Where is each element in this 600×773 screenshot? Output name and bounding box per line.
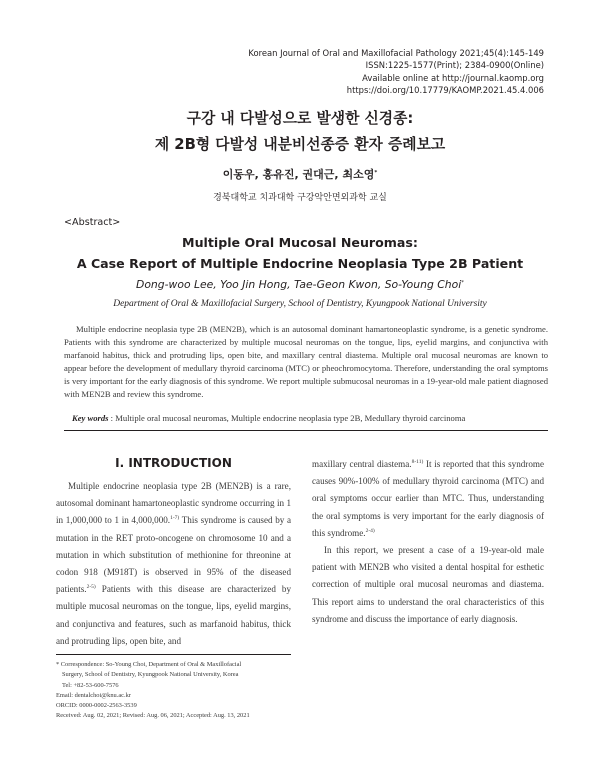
keywords bbox=[72, 413, 552, 423]
footnote-institution: Surgery, School of Dentistry, Kyungpook National University, Korea bbox=[62, 671, 239, 679]
korean-title bbox=[0, 106, 600, 158]
keywords-label: Key words bbox=[72, 413, 109, 423]
abstract-text: Multiple endocrine neoplasia type 2B (MEN2B), which is an autosomal dominant hamartoneoplastic syndrome, is a genetic syndrome. Patients with this syndrome are characterized by multiple mucosal neuromas on the tongue, lips, eyelid margins, and conjunctiva with marfanoid habitus, thick and protruding lips, open bite, and maxillary central diastema. Multiple oral mucosal neuromas are known to appear before the development of medullary thyroid carcinoma (MTC) or pheochromocytoma. Therefore, understanding the oral symptoms is very important for the early diagnosis of this syndrome. We report multiple submucosal neuromas in a 19-year-old male patient diagnosed with MEN2B and review this syndrome. bbox=[64, 324, 548, 400]
footnote-email: Email: dentalchoi@knu.ac.kr bbox=[56, 691, 131, 699]
korean-authors bbox=[0, 166, 600, 182]
right-column bbox=[312, 456, 544, 628]
keywords-text: Multiple oral mucosal neuromas, Multiple endocrine neoplasia type 2B, Medullary thyroid carcinoma bbox=[115, 413, 466, 423]
abstract-divider bbox=[64, 430, 548, 431]
citation: 2-4) bbox=[365, 527, 375, 534]
citation: 2-5) bbox=[86, 584, 96, 591]
korean-title-line2: 제 2B형 다발성 내분비선종증 환자 증례보고 bbox=[154, 136, 446, 153]
english-title bbox=[0, 232, 600, 274]
journal-doi: https://doi.org/10.17779/KAOMP.2021.45.4.006 bbox=[346, 84, 544, 95]
footnote-orcid: ORCID: 0000-0002-2563-3539 bbox=[56, 702, 137, 710]
intro-text: Patients with this disease are characterized by multiple mucosal neuromas on the tongue, lips, eyelid margins, and conjunctiva and features, such as marfanoid habitus, thick and protruding lips, open bite, and bbox=[56, 584, 291, 646]
journal-citation: Korean Journal of Oral and Maxillofacial Pathology 2021;45(4):145-149 bbox=[248, 48, 544, 58]
footnote-dates: Received: Aug. 02, 2021; Revised: Aug. 06, 2021; Accepted: Aug. 13, 2021 bbox=[56, 712, 250, 720]
intro-paragraph-2: In this report, we present a case of a 19-year-old male patient with MEN2B who visited a dental hospital for esthetic correction of multiple oral mucosal neuromas and diastema. This report aims to understand the oral characteristics of this syndrome and discuss the importance of early diagnosis. bbox=[312, 545, 544, 624]
journal-issn: ISSN:1225-1577(Print); 2384-0900(Online) bbox=[365, 60, 544, 71]
citation: 1-7) bbox=[170, 515, 180, 522]
footnote-divider bbox=[56, 654, 291, 655]
section-title: Ⅰ. INTRODUCTION bbox=[115, 456, 232, 470]
english-title-line1: Multiple Oral Mucosal Neuromas: bbox=[182, 235, 418, 250]
intro-paragraph-1-continued bbox=[312, 456, 544, 542]
korean-title-line1: 구강 내 다발성으로 발생한 신경종: bbox=[186, 110, 414, 127]
korean-corresponding-mark: * bbox=[374, 170, 378, 176]
english-title-line2: A Case Report of Multiple Endocrine Neoplasia Type 2B Patient bbox=[76, 256, 524, 271]
intro-text: maxillary central diastema. bbox=[312, 459, 412, 469]
english-corresponding-mark: * bbox=[461, 280, 464, 286]
keywords-separator: : bbox=[108, 413, 116, 423]
intro-text: This syndrome is caused by a mutation in the RET proto-oncogene on chromosome 10 and a mutation in which substitution of methionine for threonine at codon 918 (M918T) is observed in 95% of the diseased patients. bbox=[56, 515, 291, 595]
english-author-list: Dong-woo Lee, Yoo Jin Hong, Tae-Geon Kwon, So-Young Choi bbox=[136, 278, 462, 291]
footnote-correspondence: * Correspondence: So-Young Choi, Department of Oral & Maxillofacial bbox=[56, 661, 242, 668]
english-authors bbox=[0, 278, 600, 291]
journal-header bbox=[248, 47, 544, 96]
abstract-tag: <Abstract> bbox=[64, 217, 121, 228]
intro-text: It is reported that this syndrome causes 90%-100% of medullary thyroid carcinoma (MTC) and oral symptoms occur earlier than MTC. Thus, understanding the oral symptoms is very important for the early diagnosis of this syndrome. bbox=[312, 459, 544, 538]
citation: 8-11) bbox=[411, 459, 424, 465]
intro-text: Multiple endocrine neoplasia type 2B (MEN2B) is a rare, autosomal dominant hamartoneoplastic syndrome occurring in 1 in 1,000,000 to 1 in 4,000,000. bbox=[56, 481, 291, 526]
journal-url: Available online at http://journal.kaomp.org bbox=[362, 72, 544, 83]
english-affiliation: Department of Oral & Maxillofacial Surgery, School of Dentistry, Kyungpook National University bbox=[113, 299, 487, 309]
intro-paragraph-1 bbox=[56, 478, 291, 650]
footnote bbox=[56, 660, 296, 722]
korean-affiliation: 경북대학교 치과대학 구강악안면외과학 교실 bbox=[213, 193, 387, 203]
left-column bbox=[56, 478, 291, 650]
footnote-tel: Tel: +82-53-600-7576 bbox=[62, 681, 119, 689]
korean-author-list: 이동우, 홍유진, 권대근, 최소영 bbox=[222, 168, 375, 181]
